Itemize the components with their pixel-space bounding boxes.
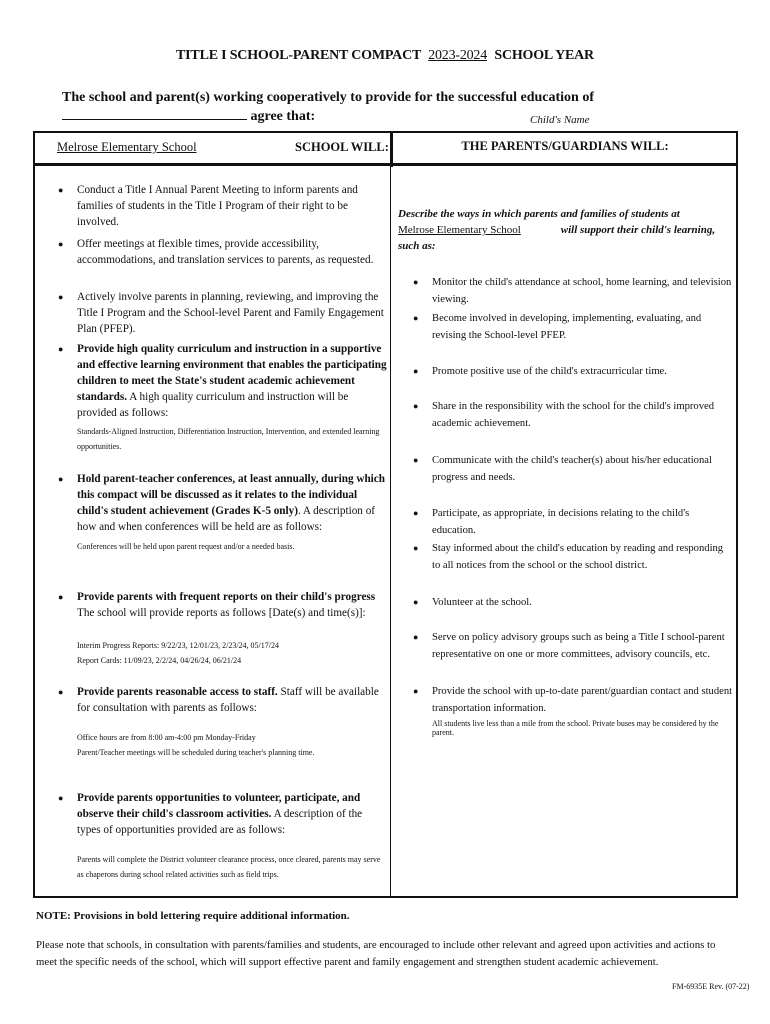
school-item-4: ● Provide high quality curriculum and instruction in a supportive and effective learning environment that enables the participating children to meet the State's student academic achievement standards. A high quality curriculum and instruction will be provided as follows: <box>58 343 387 419</box>
school-item-5: ● Hold parent-teacher conferences, at least annually, during which this compact will be discussed as it relates to the individual child's student achievement (Grades K-5 only). A description of how and when conferences will be held are as follows: <box>58 473 385 533</box>
parents-column-heading: THE PARENTS/GUARDIANS WILL: <box>461 139 669 153</box>
child-name-field[interactable] <box>62 106 247 120</box>
school-item-3: ● Actively involve parents in planning, reviewing, and improving the Title I Program and the School-level Parent and Family Engagement Plan (PFEP). <box>58 291 384 335</box>
conferences-detail-field[interactable]: Conferences will be held upon parent request and/or a needed basis. <box>77 542 295 551</box>
form-number: FM-6935E Rev. (07-22) <box>672 982 750 991</box>
school-item-2: ● Offer meetings at flexible times, provide accessibility, accommodations, and translation services to parents, as requested. <box>58 238 374 266</box>
transportation-detail-field[interactable]: All students live less than a mile from the school. Private buses may be considered by the parent. <box>432 719 719 737</box>
parent-item-5: ● Communicate with the child's teacher(s) about his/her educational progress and needs. <box>413 455 712 483</box>
meeting-schedule-text: Parent/Teacher meetings will be scheduled during teacher's planning time. <box>77 748 315 757</box>
parent-item-9: ● Serve on policy advisory groups such as being a Title I school-parent representative on one or more committees, advisory councils, etc. <box>413 632 725 660</box>
progress-report-dates: Interim Progress Reports: 9/22/23, 12/01/23, 2/23/24, 05/17/24 <box>77 641 279 650</box>
parent-item-7: ● Stay informed about the child's education by reading and responding to all notices from the school or the school district. <box>413 543 724 571</box>
school-name-field[interactable]: Melrose Elementary School <box>57 140 197 154</box>
report-card-dates: Report Cards: 11/09/23, 2/2/24, 04/26/24, 06/21/24 <box>77 656 242 665</box>
parent-item-8: ● Volunteer at the school. <box>413 597 532 608</box>
bold-provisions-note: NOTE: Provisions in bold lettering require additional information. <box>36 910 350 922</box>
parent-item-10: ● Provide the school with up-to-date parent/guardian contact and student transportation information. <box>413 686 733 714</box>
reports-detail-field[interactable] <box>77 638 387 668</box>
schools-note-paragraph: Please note that schools, in consultation with parents/families and students, are encouraged to include other relevant and agreed upon activities and actions to meet the specific needs of the school, which will support effective parent and family engagement and strengthen student academic achievement. <box>36 939 716 968</box>
school-item-1: ● Conduct a Title I Annual Parent Meeting to inform parents and families of students in the Title I Program of their right to be involved. <box>58 184 358 228</box>
intro-prefix: The school and parent(s) working cooperatively to provide for the successful education of <box>62 90 594 105</box>
parent-item-4: ● Share in the responsibility with the school for the child's improved academic achievement. <box>413 401 715 429</box>
curriculum-detail-field[interactable]: Standards-Aligned Instruction, Differentiation Instruction, Intervention, and extended learning opportunities. <box>77 427 380 451</box>
school-item-7: ● Provide parents reasonable access to staff. Staff will be available for consultation with parents as follows: <box>58 686 379 714</box>
parents-school-name-field[interactable]: Melrose Elementary School <box>398 224 521 236</box>
parent-item-2: ● Become involved in developing, implementing, evaluating, and revising the School-level PFEP. <box>413 313 702 341</box>
school-item-8: ● Provide parents opportunities to volunteer, participate, and observe their child's classroom activities. A description of the types of opportunities provided are as follows: <box>58 792 363 836</box>
title-prefix: TITLE I SCHOOL-PARENT COMPACT <box>176 48 421 63</box>
child-name-label: Child's Name <box>530 114 590 126</box>
office-hours-text: Office hours are from 8:00 am-4:00 pm Monday-Friday <box>77 733 256 742</box>
document-title <box>0 48 770 64</box>
intro-statement <box>62 90 770 125</box>
access-detail-field[interactable] <box>77 730 387 760</box>
column-divider <box>390 166 391 896</box>
parent-item-1: ● Monitor the child's attendance at school, home learning, and television viewing. <box>413 277 732 305</box>
school-column-heading <box>57 140 389 155</box>
school-item-6: ● Provide parents with frequent reports on their child's progress The school will provide reports as follows [Date(s) and time(s)]: <box>58 591 376 619</box>
parents-intro: Describe the ways in which parents and families of students at Melrose Elementary School will support their child's learning, such as: <box>398 208 716 252</box>
intro-suffix: agree that: <box>250 109 316 124</box>
parent-item-6: ● Participate, as appropriate, in decisions relating to the child's education. <box>413 508 690 536</box>
header-divider <box>33 163 738 166</box>
school-year-field[interactable]: 2023-2024 <box>428 48 488 63</box>
volunteer-detail-field[interactable]: Parents will complete the District volunteer clearance process, once cleared, parents may serve as chaperons during school related activities such as field trips. <box>77 855 381 879</box>
parent-item-3: ● Promote positive use of the child's extracurricular time. <box>413 366 667 377</box>
school-will-label: SCHOOL WILL: <box>295 140 389 154</box>
title-suffix: SCHOOL YEAR <box>494 48 594 63</box>
